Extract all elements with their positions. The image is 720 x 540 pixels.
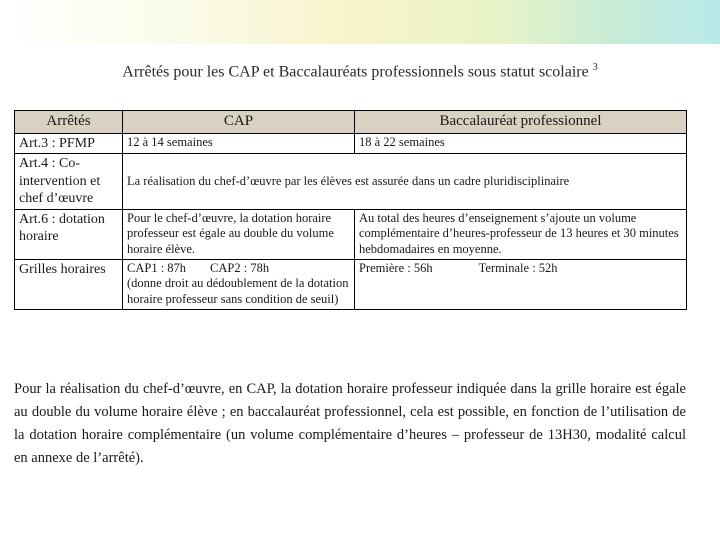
row-label-grilles: Grilles horaires <box>15 259 123 309</box>
header-cap: CAP <box>123 111 355 134</box>
cell-bac-pfmp: 18 à 22 semaines <box>355 133 687 154</box>
cap2-hours: CAP2 : 78h <box>210 260 270 275</box>
row-label-dotation: Art.6 : dotation horaire <box>15 209 123 259</box>
row-label-co-intervention: Art.4 : Co-intervention et chef d’œuvre <box>15 154 123 210</box>
table-row <box>15 259 687 309</box>
page-title <box>0 62 720 81</box>
cell-chef-oeuvre-merged: La réalisation du chef-d’œuvre par les élèves est assurée dans un cadre pluridisciplinaire <box>123 154 687 210</box>
cell-cap-grilles <box>123 259 355 309</box>
row-label-pfmp: Art.3 : PFMP <box>15 133 123 154</box>
cap-hours-note: (donne droit au dédoublement de la dotation horaire professeur sans condition de seuil) <box>127 276 349 306</box>
table-row <box>15 133 687 154</box>
header-arretes: Arrêtés <box>15 111 123 134</box>
cap1-hours: CAP1 : 87h <box>127 260 187 275</box>
terminale-hours: Terminale : 52h <box>478 260 558 275</box>
cell-cap-pfmp: 12 à 14 semaines <box>123 133 355 154</box>
page-title-text: Arrêtés pour les CAP et Baccalauréats professionnels sous statut scolaire <box>122 63 589 81</box>
header-bac-pro: Baccalauréat professionnel <box>355 111 687 134</box>
table-row <box>15 209 687 259</box>
premiere-hours: Première : 56h <box>359 260 433 275</box>
arretes-table <box>14 110 687 310</box>
explanatory-paragraph: Pour la réalisation du chef-d’œuvre, en CAP, la dotation horaire professeur indiquée dans la grille horaire est égale au double du volume horaire élève ; en baccalauréat professionnel, cela est possible, en fonction de l’utilisation de la dotation horaire complémentaire (un volume complémentaire d’heures – professeur de 13H30, modalité calcul en annexe de l’arrêté). <box>14 381 686 466</box>
table-row <box>15 154 687 210</box>
cell-cap-dotation: Pour le chef-d’œuvre, la dotation horaire professeur est égale au double du volume horaire élève. <box>123 209 355 259</box>
decorative-header-band <box>0 0 720 44</box>
title-footnote: 3 <box>592 62 598 73</box>
table-header-row <box>15 111 687 134</box>
cell-bac-dotation: Au total des heures d’enseignement s’ajoute un volume complémentaire d’heures-professeur de 13 heures et 30 minutes hebdomadaires en moyenne. <box>355 209 687 259</box>
cell-bac-grilles <box>355 259 687 309</box>
